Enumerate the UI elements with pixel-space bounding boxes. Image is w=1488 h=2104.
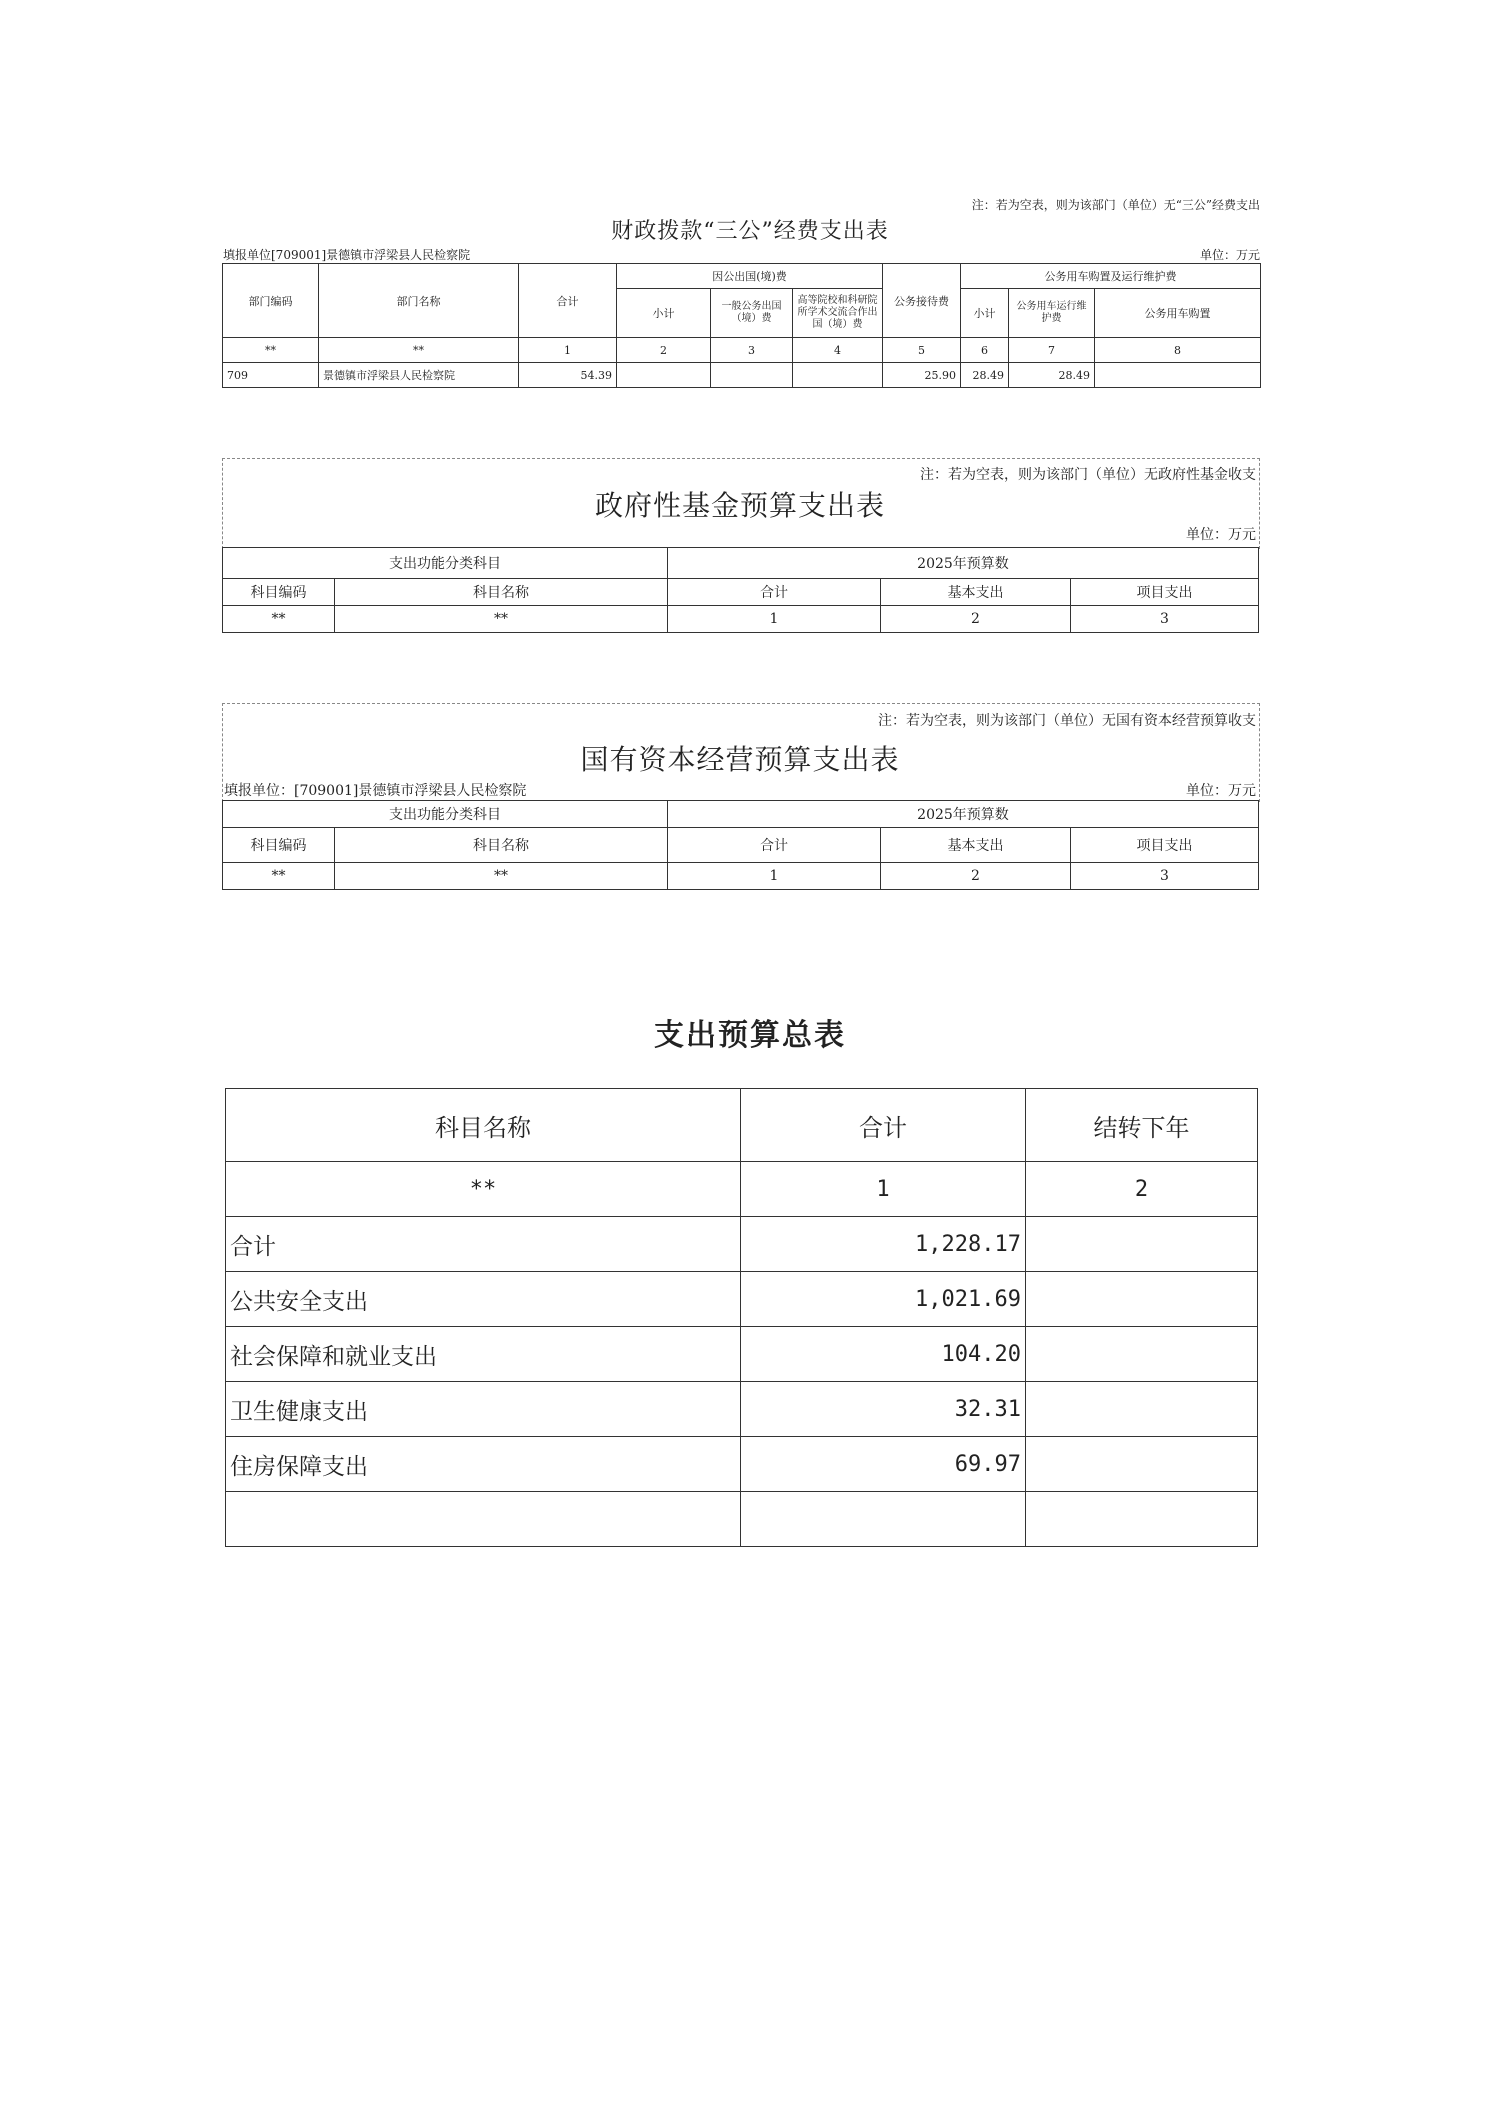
index-cell: ** [226, 1162, 741, 1217]
index-cell: 1 [668, 863, 881, 890]
subject-name-cell [226, 1492, 741, 1547]
subject-code-header: 科目编码 [223, 828, 335, 863]
carry-forward-cell [1026, 1382, 1258, 1437]
index-row [223, 606, 1259, 633]
index-cell: 3 [1071, 863, 1259, 890]
table1-note: 注：若为空表，则为该部门（单位）无“三公”经费支出 [971, 198, 1260, 212]
basic-header: 基本支出 [881, 828, 1071, 863]
index-cell: 3 [1071, 606, 1259, 633]
header-abroad-subtotal: 小计 [617, 289, 711, 338]
three-public-expense-table [222, 263, 1261, 388]
subject-name-cell: 公共安全支出 [226, 1272, 741, 1327]
carry-forward-cell [1026, 1272, 1258, 1327]
project-header: 项目支出 [1071, 828, 1259, 863]
budget-year-header: 2025年预算数 [668, 801, 1259, 828]
carry-forward-cell [1026, 1492, 1258, 1547]
index-cell: 2 [881, 863, 1071, 890]
index-cell: ** [335, 863, 668, 890]
carry-forward-header: 结转下年 [1026, 1089, 1258, 1162]
header-general-abroad: 一般公务出国（境）费 [711, 289, 793, 338]
table-row [226, 1492, 1258, 1547]
index-cell: 1 [741, 1162, 1026, 1217]
total-cell: 104.20 [741, 1327, 1026, 1382]
reception-cell: 25.90 [883, 363, 961, 388]
index-row [223, 863, 1259, 890]
table-row [226, 1272, 1258, 1327]
table-row [226, 1327, 1258, 1382]
total-cell: 1,228.17 [741, 1217, 1026, 1272]
dept-name-cell: 景德镇市浮梁县人民检察院 [319, 363, 519, 388]
index-cell: 2 [617, 338, 711, 363]
carry-forward-cell [1026, 1217, 1258, 1272]
total-header: 合计 [668, 579, 881, 606]
index-cell: 2 [1026, 1162, 1258, 1217]
table-row [226, 1217, 1258, 1272]
academic-abroad-cell [793, 363, 883, 388]
table1-fill-unit: 填报单位[709001]景德镇市浮梁县人民检察院 [223, 248, 471, 262]
subject-name-header: 科目名称 [226, 1089, 741, 1162]
index-cell: 2 [881, 606, 1071, 633]
subject-name-header: 科目名称 [335, 579, 668, 606]
header-dept-name: 部门名称 [319, 264, 519, 338]
total-cell: 54.39 [519, 363, 617, 388]
vehicle-run-cell: 28.49 [1009, 363, 1095, 388]
index-cell: 7 [1009, 338, 1095, 363]
subject-name-cell: 住房保障支出 [226, 1437, 741, 1492]
table3-title: 国有资本经营预算支出表 [580, 743, 900, 776]
index-cell: ** [319, 338, 519, 363]
abroad-subtotal-cell [617, 363, 711, 388]
subject-name-cell: 合计 [226, 1217, 741, 1272]
table4-title: 支出预算总表 [654, 1018, 846, 1053]
header-vehicle-buy: 公务用车购置 [1095, 289, 1261, 338]
table3-note: 注：若为空表，则为该部门（单位）无国有资本经营预算收支 [878, 713, 1256, 729]
header-academic-abroad: 高等院校和科研院所学术交流合作出国（境）费 [793, 289, 883, 338]
func-subject-header: 支出功能分类科目 [223, 801, 668, 828]
index-row [223, 338, 1261, 363]
project-header: 项目支出 [1071, 579, 1259, 606]
table3-fill-unit: 填报单位：[709001]景德镇市浮梁县人民检察院 [224, 783, 527, 799]
budget-year-header: 2025年预算数 [668, 548, 1259, 579]
header-dept-code: 部门编码 [223, 264, 319, 338]
total-cell: 1,021.69 [741, 1272, 1026, 1327]
table1-unit: 单位：万元 [1199, 248, 1260, 262]
index-cell: 8 [1095, 338, 1261, 363]
vehicle-buy-cell [1095, 363, 1261, 388]
index-cell: ** [223, 863, 335, 890]
table2-note: 注：若为空表，则为该部门（单位）无政府性基金收支 [920, 467, 1256, 483]
index-cell: ** [223, 338, 319, 363]
subject-name-cell: 社会保障和就业支出 [226, 1327, 741, 1382]
table1-title: 财政拨款“三公”经费支出表 [611, 219, 889, 244]
table-row [226, 1437, 1258, 1492]
government-fund-table [222, 547, 1259, 633]
total-cell: 69.97 [741, 1437, 1026, 1492]
index-cell: ** [223, 606, 335, 633]
header-vehicle-subtotal: 小计 [961, 289, 1009, 338]
index-cell: 1 [519, 338, 617, 363]
index-cell: 6 [961, 338, 1009, 363]
dept-code-cell: 709 [223, 363, 319, 388]
subject-name-cell: 卫生健康支出 [226, 1382, 741, 1437]
index-cell: 5 [883, 338, 961, 363]
header-vehicle-run: 公务用车运行维护费 [1009, 289, 1095, 338]
general-abroad-cell [711, 363, 793, 388]
table2-unit: 单位：万元 [1186, 527, 1256, 543]
table2-title: 政府性基金预算支出表 [594, 489, 885, 522]
index-cell: ** [335, 606, 668, 633]
subject-name-header: 科目名称 [335, 828, 668, 863]
header-abroad: 因公出国(境)费 [617, 264, 883, 289]
table-row [226, 1382, 1258, 1437]
table3-unit: 单位：万元 [1186, 783, 1256, 799]
header-vehicle: 公务用车购置及运行维护费 [961, 264, 1261, 289]
state-capital-table [222, 800, 1259, 890]
expense-budget-summary-table [225, 1088, 1258, 1547]
header-total: 合计 [519, 264, 617, 338]
total-cell [741, 1492, 1026, 1547]
header-reception: 公务接待费 [883, 264, 961, 338]
table-row [223, 363, 1261, 388]
index-cell: 1 [668, 606, 881, 633]
index-cell: 3 [711, 338, 793, 363]
basic-header: 基本支出 [881, 579, 1071, 606]
carry-forward-cell [1026, 1437, 1258, 1492]
total-cell: 32.31 [741, 1382, 1026, 1437]
subject-code-header: 科目编码 [223, 579, 335, 606]
func-subject-header: 支出功能分类科目 [223, 548, 668, 579]
index-cell: 4 [793, 338, 883, 363]
index-row [226, 1162, 1258, 1217]
total-header: 合计 [668, 828, 881, 863]
total-header: 合计 [741, 1089, 1026, 1162]
vehicle-subtotal-cell: 28.49 [961, 363, 1009, 388]
carry-forward-cell [1026, 1327, 1258, 1382]
